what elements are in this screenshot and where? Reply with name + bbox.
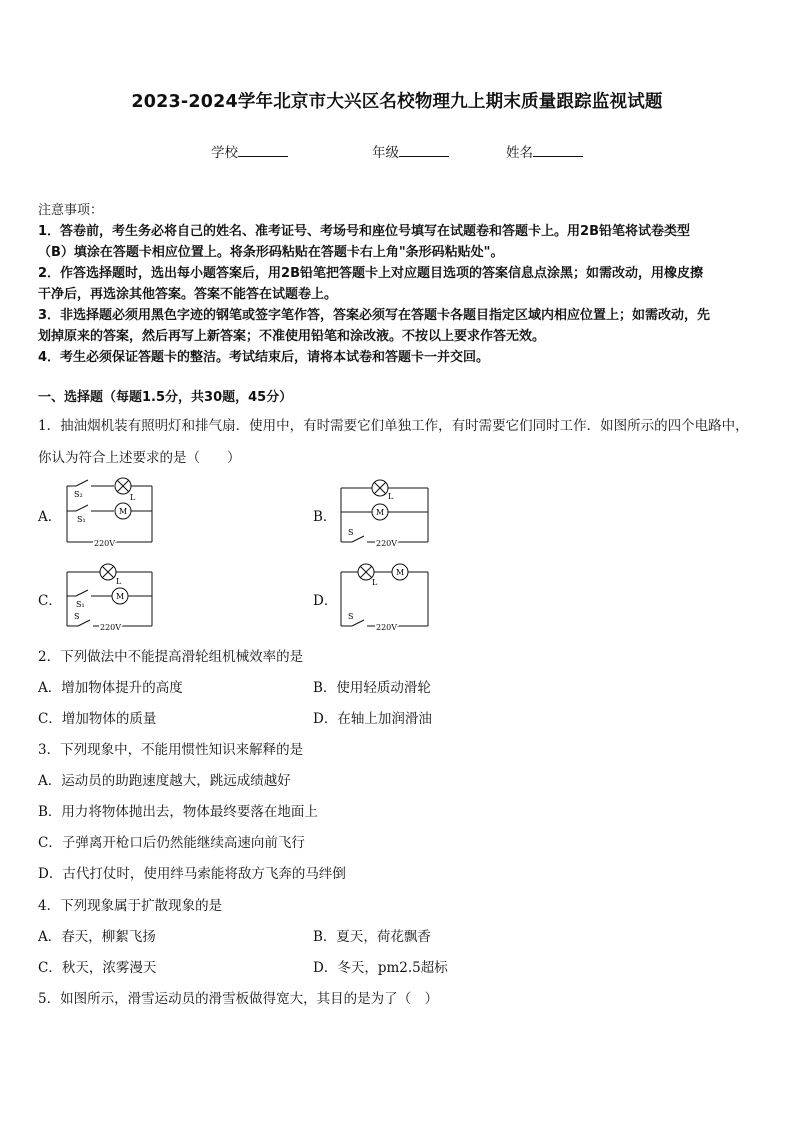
q1-stem-line1: 1．抽油烟机装有照明灯和排气扇．使用中，有时需要它们单独工作，有时需要它们同时工作．如图所示的四个电路中，: [38, 418, 749, 434]
q5-stem: 5．如图所示，滑雪运动员的滑雪板做得宽大，其目的是为了（ ）: [38, 991, 439, 1007]
q4-option-b: B．夏天，荷花飘香: [313, 929, 431, 945]
motor-label: M: [376, 508, 385, 517]
q3-option-a: A．运动员的助跑速度越大，跳远成绩越好: [38, 773, 291, 789]
circuit-a-diagram: [62, 476, 162, 550]
circuit-c-diagram: [62, 560, 162, 634]
q2-option-b: B．使用轻质动滑轮: [313, 680, 431, 696]
switch-label: S₂: [74, 490, 83, 499]
school-label: 学校: [211, 145, 238, 161]
q1-option-b-label: B．: [313, 509, 337, 525]
q1-option-c-label: C．: [38, 593, 62, 609]
lamp-label: L: [116, 577, 122, 586]
circuit-b-diagram: [336, 476, 436, 550]
school-blank: [238, 144, 288, 157]
q3-option-d: D．古代打仗时，使用绊马索能将敌方飞奔的马绊倒: [38, 866, 346, 882]
page-title: 2023-2024学年北京市大兴区名校物理九上期末质量跟踪监视试题: [131, 92, 663, 112]
supply-label: 220V: [376, 539, 398, 548]
q2-stem: 2．下列做法中不能提高滑轮组机械效率的是: [38, 649, 304, 665]
notice-line: 干净后，再选涂其他答案。答案不能答在试题卷上。: [38, 287, 338, 302]
q1-stem-line2: 你认为符合上述要求的是（ ）: [38, 450, 241, 466]
q2-option-c: C．增加物体的质量: [38, 711, 157, 727]
supply-label: 220V: [94, 539, 116, 548]
school-field: [211, 141, 288, 161]
supply-label: 220V: [376, 623, 398, 632]
q2-option-a: A．增加物体提升的高度: [38, 680, 183, 696]
supply-label: 220V: [100, 623, 122, 632]
motor-label: M: [116, 592, 125, 601]
motor-label: M: [119, 507, 128, 516]
q2-option-d: D．在轴上加润滑油: [313, 711, 432, 727]
section-heading: 一、选择题（每题1.5分，共30题，45分）: [38, 390, 293, 405]
grade-label: 年级: [372, 145, 399, 161]
motor-label: M: [396, 568, 405, 577]
notice-heading: 注意事项：: [38, 203, 104, 218]
q1-option-d-label: D．: [313, 593, 338, 609]
switch-label: S₁: [77, 515, 86, 524]
q1-option-a-label: A．: [38, 509, 62, 525]
q3-stem: 3．下列现象中，不能用惯性知识来解释的是: [38, 742, 304, 758]
switch-label: S₁: [76, 600, 85, 609]
q4-option-c: C．秋天，浓雾漫天: [38, 960, 157, 976]
q4-option-d: D．冬天，pm2.5超标: [313, 960, 448, 976]
grade-blank: [399, 144, 449, 157]
q4-option-a: A．春天，柳絮飞扬: [38, 929, 156, 945]
q3-option-c: C．子弹离开枪口后仍然能继续高速向前飞行: [38, 835, 305, 851]
notice-line: 3．非选择题必须用黑色字迹的钢笔或签字笔作答，答案必须写在答题卡各题目指定区域内相应位置上；如需改动，先: [38, 308, 711, 323]
notice-line: 2．作答选择题时，选出每小题答案后，用2B铅笔把答题卡上对应题目选项的答案信息点涂黑；如需改动，用橡皮擦: [38, 266, 704, 281]
notice-line: 4．考生必须保证答题卡的整洁。考试结束后，请将本试卷和答题卡一并交回。: [38, 350, 490, 365]
name-blank: [533, 144, 583, 157]
q3-option-b: B．用力将物体抛出去，物体最终要落在地面上: [38, 804, 318, 820]
notice-line: 划掉原来的答案，然后再写上新答案；不准使用铅笔和涂改液。不按以上要求作答无效。: [38, 329, 546, 344]
notice-line: 1．答卷前，考生务必将自己的姓名、准考证号、考场号和座位号填写在试题卷和答题卡上。用2B铅笔将试卷类型: [38, 224, 691, 239]
circuit-d-diagram: [336, 560, 436, 634]
name-label: 姓名: [506, 145, 533, 161]
name-field: [506, 141, 583, 161]
switch-label: S: [348, 528, 354, 537]
switch-label: S: [348, 612, 354, 621]
notice-block: [38, 200, 758, 368]
switch-label: S: [74, 612, 80, 621]
lamp-label: L: [388, 492, 394, 501]
q4-stem: 4．下列现象属于扩散现象的是: [38, 898, 223, 914]
notice-line: （B）填涂在答题卡相应位置上。将条形码粘贴在答题卡右上角"条形码粘贴处"。: [38, 245, 504, 260]
lamp-label: L: [372, 578, 378, 587]
grade-field: [372, 141, 449, 161]
lamp-label: L: [130, 493, 136, 502]
